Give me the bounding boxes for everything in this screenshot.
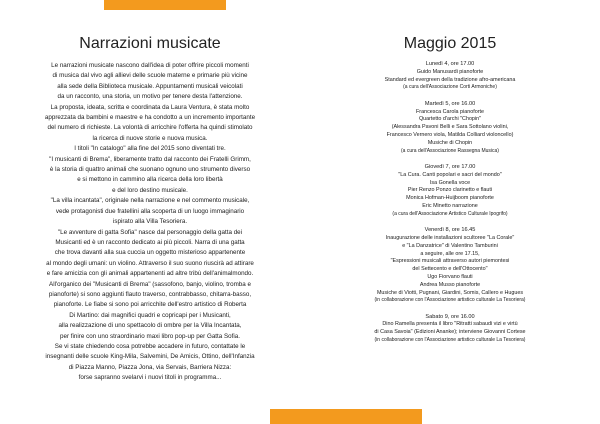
body-line: La proposta, ideata, scritta e coordinata da Laura Ventura, è stata molto (50, 103, 250, 111)
maggio-column (300, 34, 600, 353)
body-line: è la storia di quattro animali che suonano ognuno uno strumento diverso (49, 166, 251, 174)
body-line: I titoli "In catalogo" alla fine del 2015 sono diventati tre. (74, 145, 226, 153)
body-line: apprezzata da bambini e maestre e ha condotto a un incremento importante (44, 114, 256, 122)
event-item (300, 314, 600, 345)
event-line: Ugo Fiorvano flauti (427, 273, 473, 280)
body-line: insegnanti delle scuole King-Mila, Salvemini, De Amicis, Ottino, dell'Infanzia (45, 353, 255, 361)
event-note: (in collaborazione con l'Associazione artistico culturale La Tesoriera) (374, 337, 526, 344)
event-note: (a cura dell'Associazione Corti Armoniche) (403, 84, 497, 91)
body-line: "La villa incantata", originale nella narrazione e nel commento musicale, (50, 197, 250, 205)
event-line: Francesca Carola pianoforte (415, 108, 485, 115)
event-item (300, 227, 600, 305)
event-date: Venerdì 8, ore 16.45 (424, 227, 476, 234)
maggio-title: Maggio 2015 (403, 35, 497, 52)
event-item (300, 164, 600, 219)
event-line: Musiche di Viotti, Pugnani, Giardini, Somis, Callero e Hugues (376, 289, 524, 296)
body-line: da un racconto, una storia, un motivo per tenere desta l'attenzione. (57, 93, 243, 101)
event-date: Giovedì 7, ore 17.00 (424, 163, 476, 170)
body-line: pianoforte) si sono aggiunti flauto traverso, contrabbasso, chitarra-basso, (48, 290, 252, 298)
event-date: Lunedì 4, ore 17.00 (425, 61, 475, 67)
event-line: Quartetto d'archi "Chopin" (418, 116, 482, 123)
event-note: (in collaborazione con l'Associazione artistico culturale La Tesoriera) (374, 297, 526, 304)
event-line: a seguire, alle ore 17.15, (420, 250, 480, 257)
body-line: e si mettono in cammino alla ricerca della loro libertà (77, 176, 223, 184)
event-line: Guido Manusardi pianoforte (416, 68, 484, 75)
body-line: All'organico dei "Musicanti di Brema" (sassofono, banjo, violino, tromba e (49, 280, 251, 288)
body-line: di musica dal vivo agli allievi delle scuole materne e primarie più vicine (52, 72, 248, 80)
body-line: per finire con uno straordinario maxi libro pop-up per Gatta Sofia. (60, 332, 240, 340)
top-accent-bar (104, 0, 226, 10)
event-date: Martedì 5, ore 16.00 (424, 100, 476, 107)
body-line: alla realizzazione di uno spettacolo di ombre per la Villa Incantata, (58, 322, 242, 330)
body-line: "I musicanti di Brema", liberamente tratto dal racconto dei Fratelli Grimm, (49, 155, 251, 163)
narrazioni-column (0, 34, 300, 384)
event-item (300, 61, 600, 92)
event-note: (a cura dell'Associazione Artistico Culturale Ipogrifo) (392, 210, 508, 217)
event-item (300, 101, 600, 156)
narrazioni-body (0, 61, 300, 384)
body-line: e fare amicizia con gli animali appartenenti ad altre tribù dell'animalmondo. (46, 270, 254, 278)
body-line: al mondo degli umani: un violino. Attraverso il suo suono riuscirà ad attirare (46, 259, 254, 267)
bottom-accent-bar (270, 409, 422, 424)
narrazioni-title: Narrazioni musicate (79, 35, 221, 52)
event-line: Eric Minetto narrazione (422, 202, 478, 209)
body-line: Musicanti ed è un racconto dedicato ai più piccoli. Narra di una gatta (55, 238, 245, 246)
body-line: "Le avventure di gatta Sofia" nasce dal personaggio della gatta dei (57, 228, 243, 236)
event-line: Musiche di Chopin (427, 139, 473, 146)
event-line: di Casa Savoia" (Edizioni Ananke); interviene Giovanni Cortese (374, 329, 526, 336)
event-list (300, 61, 600, 345)
body-line: ispirato alla Villa Tesoriera. (112, 218, 188, 226)
event-line: Monica Hofman-Huijboom pianoforte (406, 195, 494, 202)
event-line: del Settecento e dell'Ottocento" (412, 266, 488, 273)
event-line: Andrea Musso pianoforte (419, 281, 481, 288)
event-note: (a cura dell'Associazione Rassegna Musica) (401, 147, 499, 154)
body-line: pianoforte. Le fiabe si sono poi arricchite dell'estro artistico di Roberta (53, 301, 247, 309)
event-line: e "La Danzatrice" di Valentino Tamburini (402, 242, 498, 249)
body-line: vede protagonisti due fratellini alla scoperta di un luogo immaginario (55, 207, 245, 215)
event-line: "Espressioni musicali attraverso autori piemontesi (390, 258, 510, 265)
event-date: Sabato 9, ore 16.00 (425, 313, 475, 320)
body-line: forse sapranno svelarvi i nuovi titoli in programma... (78, 374, 222, 382)
body-line: la ricerca di nuove storie e nuova musica. (92, 134, 208, 142)
body-line: che trova davanti alla sua cuccia un oggetto misterioso appartenente (54, 249, 246, 257)
body-line: e del loro destino musicale. (112, 186, 188, 194)
body-line: di Piazza Manno, Piazza Jona, via Servais, Barriera Nizza: (68, 363, 232, 371)
body-line: Se vi state chiedendo cosa potrebbe accadere in futuro, contattate le (54, 342, 246, 350)
event-line: (Alessandra Pavoni Belli e Sara Sottolano violini, (391, 124, 509, 131)
event-line: Inaugurazione delle installazioni scultoree "La Corale" (385, 234, 515, 241)
body-line: Le narrazioni musicate nascono dall'idea di poter offrire piccoli momenti (51, 62, 249, 69)
body-line: alla sede della Biblioteca musicale. Appuntamenti musicali veicolati (57, 82, 243, 90)
event-line: Pier Renzo Ponzo clarinetto e flauti (407, 187, 493, 194)
event-line: "La Cura. Canti popolari e sacri del mondo" (398, 171, 502, 178)
body-line: Di Martino: dai magnifici quadri e copricapi per i Musicanti, (69, 311, 231, 319)
event-line: Francesco Vernero viola, Matilda Colliard violoncello) (386, 131, 514, 138)
body-line: del numero di richieste. La volontà di arricchire l'offerta ha quindi stimolato (47, 124, 253, 132)
event-line: Standard ed evergreen della tradizione afro-americana (384, 76, 516, 83)
event-line: Dino Ramella presenta il libro "Ritratti sabaudi vizi e virtù (382, 321, 518, 328)
event-line: Isa Gonella voce (429, 179, 471, 186)
